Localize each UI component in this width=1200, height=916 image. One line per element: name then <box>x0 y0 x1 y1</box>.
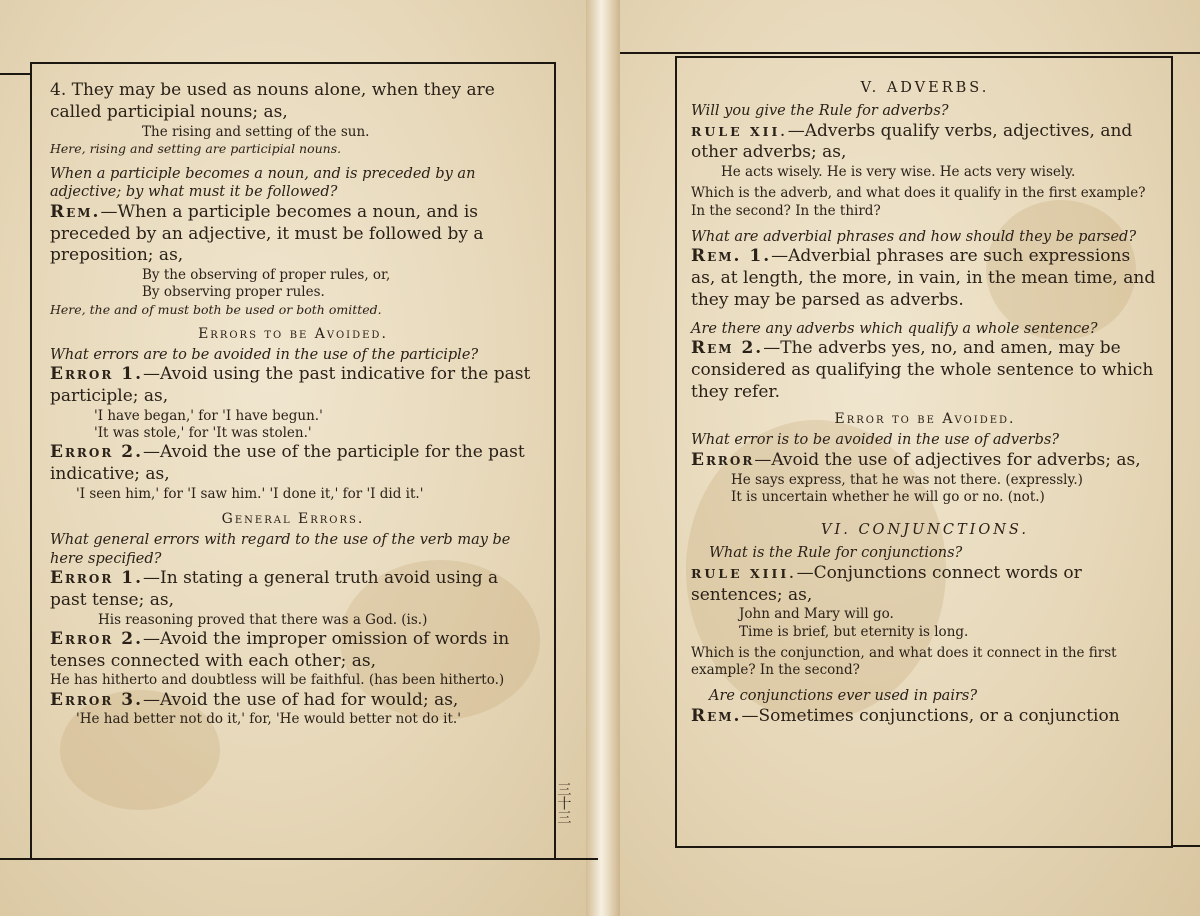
example-text: He says express, that he was not there. (expressly.) <box>731 471 1083 488</box>
rule-text: —Conjunctions connect words or sentences; as, <box>691 562 1082 605</box>
paragraph-participial-nouns: 4. They may be used as nouns alone, when they are called participial nouns; as, <box>50 80 495 122</box>
question-text: Are conjunctions ever used in pairs? <box>709 688 978 705</box>
error-paragraph <box>50 629 536 673</box>
question-text: Are there any adverbs which qualify a whole sentence? <box>691 320 1098 337</box>
remark-text: —Adverbial phrases are such expressions as, at length, the more, in vain, in the mean time, and they may be parsed as adverbs. <box>691 246 1156 310</box>
question-text: What is the Rule for conjunctions? <box>709 545 963 562</box>
right-text-frame <box>675 56 1173 848</box>
error-paragraph <box>50 364 536 408</box>
example-text: He acts wisely. He is very wise. He acts very wisely. <box>721 164 1076 181</box>
example-text: 'He had better not do it,' for, 'He would better not do it.' <box>76 711 461 728</box>
remark-label: Rem. <box>50 201 101 222</box>
example-text: By the observing of proper rules, or, <box>142 267 391 284</box>
note-text: Here, the and of must both be used or both omitted. <box>50 301 382 317</box>
remark-text: —The adverbs yes, no, and amen, may be considered as qualifying the whole sentence to which they refer. <box>691 338 1154 402</box>
question-text: Will you give the Rule for adverbs? <box>691 103 949 119</box>
chapter-heading: VI. CONJUNCTIONS. <box>821 522 1029 539</box>
example-text: Time is brief, but eternity is long. <box>739 623 969 640</box>
remark-paragraph <box>691 338 1159 403</box>
error-text: —Avoid the improper omission of words in tenses connected with each other; as, <box>50 628 510 671</box>
question-text: What error is to be avoided in the use of adverbs? <box>691 432 1060 449</box>
remark-label: Rem 2. <box>691 338 764 359</box>
remark-paragraph <box>691 706 1159 728</box>
example-text: 'I seen him,' for 'I saw him.' 'I done it,' for 'I did it.' <box>76 485 424 502</box>
example-text: 'I have began,' for 'I have begun.' <box>94 407 323 424</box>
remark-paragraph <box>691 246 1159 311</box>
remark-text: —When a participle becomes a noun, and is preceded by an adjective, it must be followed by a preposition; as, <box>50 201 484 266</box>
rule-paragraph <box>691 121 1159 165</box>
example-text: His reasoning proved that there was a God. (is.) <box>98 611 428 628</box>
question-text: What errors are to be avoided in the use of the participle? <box>50 346 479 363</box>
error-label: Error <box>691 449 755 470</box>
remark-paragraph <box>50 202 536 267</box>
error-label: Error 1. <box>50 364 143 385</box>
error-paragraph <box>691 450 1159 472</box>
error-label: Error 2. <box>50 628 143 649</box>
error-paragraph <box>50 442 536 486</box>
note-text: Here, rising and setting are participial nouns. <box>50 140 342 156</box>
section-heading: Errors to be Avoided. <box>198 325 388 342</box>
section-heading: Error to be Avoided. <box>834 411 1016 428</box>
error-text: —Avoid the use of adjectives for adverbs; as, <box>754 449 1141 470</box>
question-text: Which is the conjunction, and what does it connect in the first example? In the second? <box>691 644 1117 679</box>
example-text: John and Mary will go. <box>739 606 894 623</box>
question-text: What general errors with regard to the use of the verb may be here specified? <box>50 531 511 567</box>
margin-handwriting: 三十三 <box>555 782 572 824</box>
example-text: The rising and setting of the sun. <box>142 123 370 140</box>
error-text: —In stating a general truth avoid using a past tense; as, <box>50 568 499 610</box>
chapter-heading: V. ADVERBS. <box>860 80 990 96</box>
example-text: 'It was stole,' for 'It was stolen.' <box>94 424 312 441</box>
error-label: Error 2. <box>50 442 143 463</box>
example-text: It is uncertain whether he will go or no. (not.) <box>731 489 1045 505</box>
question-text: What are adverbial phrases and how should they be parsed? <box>691 228 1137 245</box>
error-label: Error 1. <box>50 568 143 589</box>
rule-text: —Adverbs qualify verbs, adjectives, and other adverbs; as, <box>691 120 1133 163</box>
example-text: He has hitherto and doubtless will be faithful. (has been hitherto.) <box>50 672 505 689</box>
rule-label: RULE XIII. <box>691 565 797 581</box>
error-text: —Avoid using the past indicative for the past participle; as, <box>50 364 531 406</box>
rule-line <box>620 52 1200 54</box>
section-heading: General Errors. <box>221 510 365 527</box>
remark-label: Rem. 1. <box>691 246 772 267</box>
error-paragraph <box>50 568 536 612</box>
rule-line <box>1172 845 1200 847</box>
error-paragraph <box>50 690 536 712</box>
rule-line <box>0 73 32 75</box>
error-label: Error 3. <box>50 689 143 710</box>
example-text: By observing proper rules. <box>142 284 325 301</box>
left-text-frame <box>30 62 556 860</box>
question-text: Which is the adverb, and what does it qualify in the first example? In the second? In the third? <box>691 185 1146 219</box>
remark-label: Rem. <box>691 705 742 726</box>
error-text: —Avoid the use of the participle for the past indicative; as, <box>50 442 525 484</box>
gutter <box>586 0 620 916</box>
question-text: When a participle becomes a noun, and is preceded by an adjective; by what must it be followed? <box>50 165 476 201</box>
error-text: —Avoid the use of had for would; as, <box>143 689 459 710</box>
rule-paragraph <box>691 563 1159 607</box>
rule-label: RULE XII. <box>691 123 788 139</box>
remark-text: —Sometimes conjunctions, or a conjunction <box>741 705 1120 726</box>
